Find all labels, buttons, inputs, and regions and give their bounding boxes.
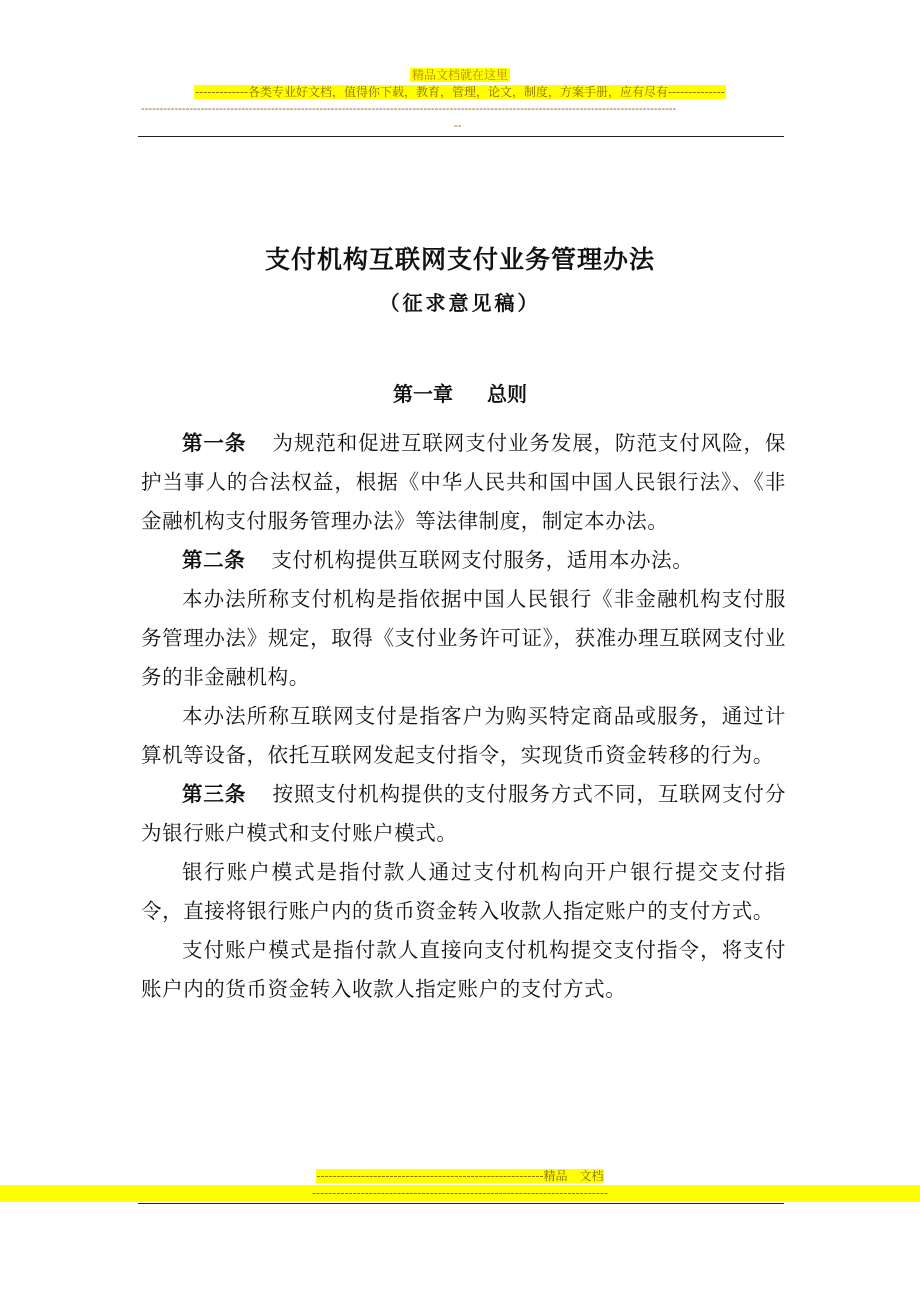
paragraph <box>141 931 786 1009</box>
footer-line-1: --------------------------------------------------------精品 文档 <box>316 1169 604 1183</box>
header-dash-line: ------------------------------------------------------------------------------------------------------------------------------------------------ <box>141 103 677 115</box>
header-banner-tagline: -------------各类专业好文档，值得你下载，教育，管理，论文，制度，方案手册，应有尽有-------------- <box>195 85 725 99</box>
footer-banner <box>0 1168 920 1202</box>
paragraph <box>141 853 786 931</box>
paragraph-text: 为规范和促进互联网支付业务发展，防范支付风险，保护当事人的合法权益，根据《中华人民共和国中国人民银行法》、《非金融机构支付服务管理办法》等法律制度，制定本办法。 <box>141 431 786 533</box>
document-body <box>141 424 786 1009</box>
chapter-name: 总则 <box>487 382 527 406</box>
paragraph-text: 按照支付机构提供的支付服务方式不同，互联网支付分为银行账户模式和支付账户模式。 <box>141 782 786 845</box>
paragraph-text: 本办法所称支付机构是指依据中国人民银行《非金融机构支付服务管理办法》规定，取得《支付业务许可证》，获准办理互联网支付业务的非金融机构。 <box>141 587 786 689</box>
chapter-number: 第一章 <box>393 382 453 406</box>
paragraph <box>141 424 786 541</box>
footer-line-2: ------------------------------------------------------------------------- <box>0 1185 920 1202</box>
article-label: 第二条 <box>182 548 246 572</box>
paragraph <box>141 775 786 853</box>
chapter-heading <box>0 378 920 407</box>
paragraph-text: 银行账户模式是指付款人通过支付机构向开户银行提交支付指令，直接将银行账户内的货币资金转入收款人指定账户的支付方式。 <box>141 860 786 923</box>
article-label: 第一条 <box>182 431 247 455</box>
paragraph <box>141 697 786 775</box>
article-label: 第三条 <box>182 782 247 806</box>
footer-rule <box>138 1203 784 1204</box>
paragraph-text: 支付机构提供互联网支付服务，适用本办法。 <box>271 548 694 572</box>
header-rule <box>138 136 784 137</box>
document-subtitle: （征求意见稿） <box>379 291 541 315</box>
header-banner-title: 精品文档就在这里 <box>411 68 508 82</box>
paragraph-text: 支付账户模式是指付款人直接向支付机构提交支付指令，将支付账户内的货币资金转入收款人指定账户的支付方式。 <box>141 938 786 1001</box>
paragraph <box>141 541 786 580</box>
header-dash-tail: -- <box>454 120 462 132</box>
document-title: 支付机构互联网支付业务管理办法 <box>264 245 655 274</box>
paragraph-text: 本办法所称互联网支付是指客户为购买特定商品或服务，通过计算机等设备，依托互联网发起支付指令，实现货币资金转移的行为。 <box>141 704 786 767</box>
paragraph <box>141 580 786 697</box>
